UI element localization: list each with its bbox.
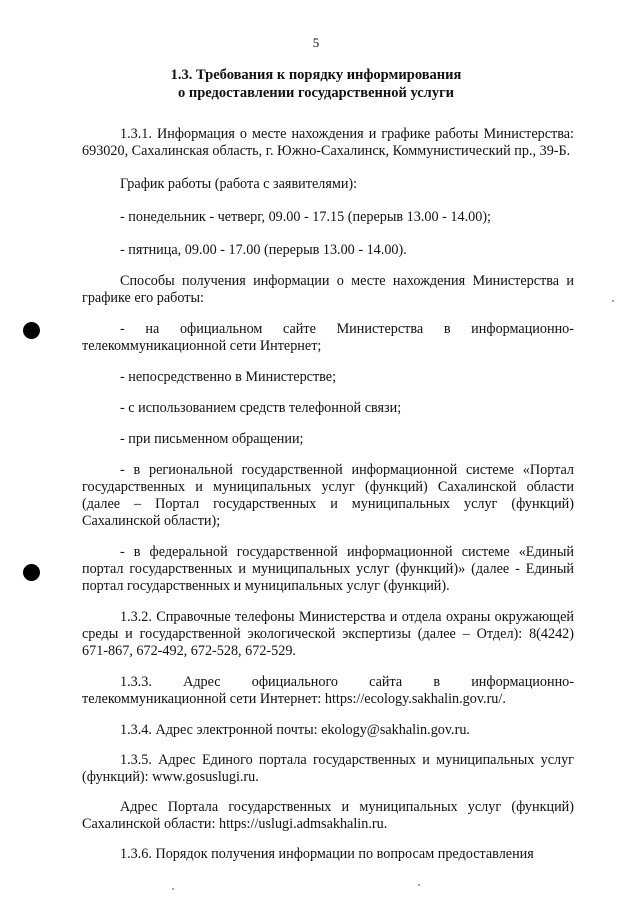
- paragraph-schedule-fri: - пятница, 09.00 - 17.00 (перерыв 13.00 - 14.00).: [120, 242, 407, 258]
- paragraph-schedule-title: График работы (работа с заявителями):: [120, 176, 358, 192]
- heading-line-2: о предоставлении государственной услуги: [177, 85, 455, 101]
- list-item-in-ministry: - непосредственно в Министерстве;: [120, 369, 337, 385]
- list-item-phone: - с использованием средств телефонной связи;: [120, 400, 402, 416]
- section-heading: [60, 66, 572, 102]
- list-item-written: - при письменном обращении;: [120, 431, 304, 447]
- paragraph-1-3-1: 1.3.1. Информация о месте нахождения и графике работы Министерства: 693020, Сахалинская область, г. Южно-Сахалинск, Коммунистический пр., 39-Б.: [82, 126, 574, 159]
- paragraph-1-3-2: 1.3.2. Справочные телефоны Министерства и отдела охраны окружающей среды и государственной экологической экспертизы (далее – Отдел): 8(4242) 671-867, 672-492, 672-528, 672-529.: [82, 609, 574, 659]
- paragraph-1-3-3: 1.3.3. Адрес официального сайта в информационно-телекоммуникационной сети Интернет: https://ecology.sakhalin.gov.ru/.: [82, 674, 574, 707]
- page-number: 5: [312, 35, 320, 50]
- paragraph-1-3-5: 1.3.5. Адрес Единого портала государственных и муниципальных услуг (функций): www.gosuslugi.ru.: [82, 752, 574, 785]
- list-item-official-site: - на официальном сайте Министерства в информационно-телекоммуникационной сети Интернет;: [82, 321, 574, 354]
- list-item-regional-portal: - в региональной государственной информационной системе «Портал государственных и муниципальных услуг (функций) Сахалинской области (далее – Портал государственных и муниципальных услуг (функций) Сахалинской области);: [82, 462, 574, 529]
- paragraph-1-3-4: 1.3.4. Адрес электронной почты: ekology@sakhalin.gov.ru.: [120, 722, 470, 738]
- document-body: [82, 126, 574, 863]
- scan-speck: [172, 888, 174, 890]
- binder-hole-lower: [23, 564, 40, 581]
- scan-speck: [612, 300, 614, 302]
- paragraph-schedule-mon-thu: - понедельник - четверг, 09.00 - 17.15 (перерыв 13.00 - 14.00);: [120, 209, 491, 225]
- binder-hole-upper: [23, 322, 40, 339]
- paragraph-info-methods: Способы получения информации о месте нахождения Министерства и графике его работы:: [82, 273, 574, 306]
- heading-line-1: 1.3. Требования к порядку информирования: [170, 67, 462, 83]
- paragraph-regional-portal-address: Адрес Портала государственных и муниципальных услуг (функций) Сахалинской области: https://uslugi.admsakhalin.ru.: [82, 799, 574, 832]
- list-item-federal-portal: - в федеральной государственной информационной системе «Единый портал государственных и муниципальных услуг (функций)» (далее - Единый портал государственных и муниципальных услуг (функций).: [82, 544, 574, 594]
- scan-speck: [418, 884, 420, 886]
- paragraph-1-3-6: 1.3.6. Порядок получения информации по вопросам предоставления: [120, 846, 534, 862]
